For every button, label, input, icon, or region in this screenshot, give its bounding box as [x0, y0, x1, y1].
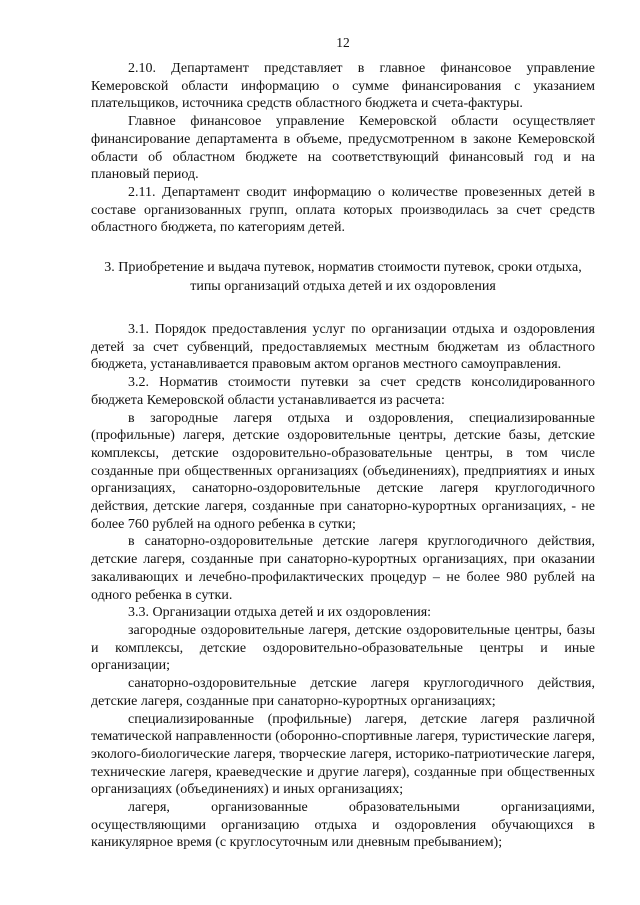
- paragraph-financing: Главное финансовое управление Кемеровской области осуществляет финансирование департамента в объеме, предусмотренном в законе Кемеровской области об областном бюджете на соответствующий финансовый год и на плановый период.: [91, 114, 595, 183]
- paragraph-3-3: 3.3. Организации отдыха детей и их оздоровления:: [128, 605, 432, 621]
- paragraph-2-10: 2.10. Департамент представляет в главное финансовое управление Кемеровской области информацию о сумме финансирования с указанием плательщиков, источника средств областного бюджета и счета-фактуры.: [91, 61, 595, 112]
- paragraph-3-2-camps: в загородные лагеря отдыха и оздоровления, специализированные (профильные) лагеря, детские оздоровительные центры, детские базы, детские комплексы, детские оздоровительно-образовательные центры, в том числе созданные при общественных организациях (объединениях), предприятиях и иных организациях, санаторно-оздоровительные детские лагеря круглогодичного действия, детские лагеря, созданные при санаторно-курортных организациях, - не более 760 рублей на одного ребенка в сутки;: [91, 410, 595, 532]
- paragraph-3-2-sanatorium: в санаторно-оздоровительные детские лагеря круглогодичного действия, детские лагеря, созданные при санаторно-курортных организациях, при оказании закаливающих и лечебно-профилактических процедур – не более 980 рублей на одного ребенка в сутки.: [91, 534, 595, 603]
- list-item-specialized-camps: специализированные (профильные) лагеря, детские лагеря различной тематической направленности (оборонно-спортивные лагеря, туристические лагеря, эколого-биологические лагеря, творческие лагеря, историко-патриотические лагеря, технические лагеря, краеведческие и другие лагеря), созданные при общественных организациях (объединениях) и иных организациях;: [91, 711, 595, 798]
- paragraph-3-1: 3.1. Порядок предоставления услуг по организации отдыха и оздоровления детей за счет субвенций, предоставляемых местным бюджетам из областного бюджета, устанавливается правовым актом органов местного самоуправления.: [91, 322, 595, 373]
- document-page: [91, 34, 595, 852]
- list-item-country-camps: загородные оздоровительные лагеря, детские оздоровительные центры, базы и комплексы, детские оздоровительно-образовательные центры и иные организации;: [91, 622, 595, 674]
- section-3-heading: 3. Приобретение и выдача путевок, норматив стоимости путевок, сроки отдыха, типы организаций отдыха детей и их оздоровления: [104, 260, 582, 294]
- paragraph-3-2: 3.2. Норматив стоимости путевки за счет средств консолидированного бюджета Кемеровской области устанавливается из расчета:: [91, 375, 595, 408]
- list-item-sanatorium-camps: санаторно-оздоровительные детские лагеря круглогодичного действия, детские лагеря, созданные при санаторно-курортных организациях;: [91, 676, 595, 709]
- paragraph-2-11: 2.11. Департамент сводит информацию о количестве провезенных детей в составе организованных групп, оплата которых производилась за счет средств областного бюджета, по категориям детей.: [91, 184, 595, 236]
- list-item-school-camps: лагеря, организованные образовательными организациями, осуществляющими организацию отдыха и оздоровления обучающихся в каникулярное время (с круглосуточным или дневным пребыванием);: [91, 800, 595, 851]
- page-number: 12: [336, 35, 350, 50]
